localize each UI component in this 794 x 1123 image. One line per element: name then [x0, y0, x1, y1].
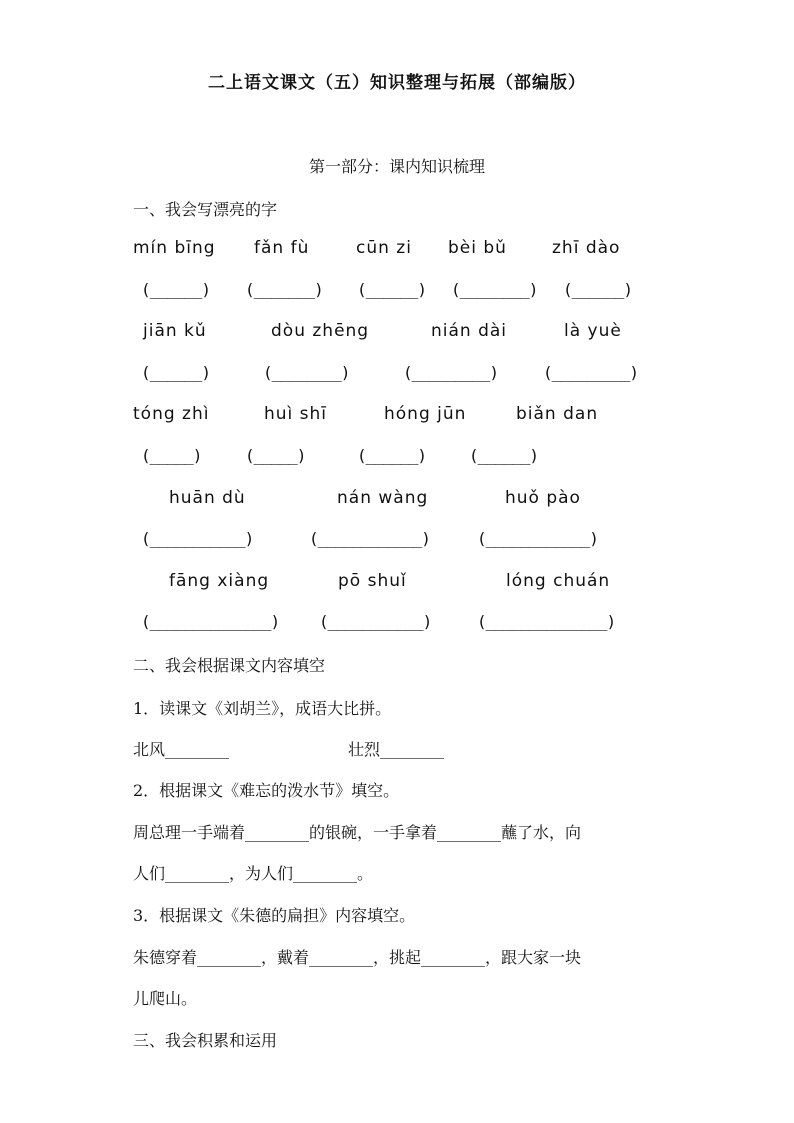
question-1-blank-a[interactable]: 北风________: [133, 740, 230, 759]
pinyin-item: mín bīng: [133, 238, 216, 258]
answer-blank[interactable]: (________): [451, 280, 538, 299]
section-3-heading: 三、我会积累和运用: [133, 1031, 278, 1050]
pinyin-item: cūn zi: [356, 238, 412, 258]
pinyin-item: huǒ pào: [505, 488, 581, 508]
answer-blank[interactable]: (______): [141, 280, 211, 299]
pinyin-item: lóng chuán: [506, 571, 611, 591]
pinyin-item: fǎn fù: [254, 238, 310, 258]
answer-blank[interactable]: (______): [357, 280, 427, 299]
pinyin-item: bèi bǔ: [448, 238, 507, 258]
answer-blank[interactable]: (______): [563, 280, 633, 299]
question-1: 1．读课文《刘胡兰》，成语大比拼。: [133, 699, 392, 718]
question-3: 3．根据课文《朱德的扁担》内容填空。: [133, 906, 416, 925]
answer-blank[interactable]: (______): [141, 363, 211, 382]
page-title: 二上语文课文（五）知识整理与拓展（部编版）: [208, 73, 586, 93]
answer-blank[interactable]: (________): [263, 363, 350, 382]
pinyin-item: dòu zhēng: [271, 321, 370, 341]
pinyin-item: pō shuǐ: [338, 571, 407, 591]
answer-blank[interactable]: (_________): [543, 363, 638, 382]
pinyin-item: fāng xiàng: [169, 571, 270, 591]
question-2-line-2[interactable]: 人们________，为人们________。: [133, 864, 374, 883]
pinyin-item: hóng jūn: [384, 404, 467, 424]
pinyin-item: là yuè: [564, 321, 622, 341]
answer-blank[interactable]: (______________): [477, 612, 616, 631]
pinyin-item: biǎn dan: [516, 404, 599, 424]
answer-blank[interactable]: (______): [469, 446, 539, 465]
pinyin-item: zhī dào: [552, 238, 621, 258]
answer-blank[interactable]: (_____): [245, 446, 306, 465]
answer-blank[interactable]: (_______): [245, 280, 323, 299]
answer-blank[interactable]: (______): [357, 446, 427, 465]
pinyin-item: huì shī: [264, 404, 328, 424]
answer-blank[interactable]: (___________): [319, 612, 432, 631]
answer-blank[interactable]: (_________): [403, 363, 498, 382]
pinyin-item: nián dài: [431, 321, 508, 341]
answer-blank[interactable]: (____________): [477, 529, 598, 548]
part-title: 第一部分：课内知识梳理: [308, 157, 485, 176]
pinyin-item: nán wàng: [337, 488, 429, 508]
answer-blank[interactable]: (___________): [141, 529, 254, 548]
answer-blank[interactable]: (____________): [309, 529, 430, 548]
pinyin-item: jiān kǔ: [143, 321, 207, 341]
pinyin-item: huān dù: [169, 488, 246, 508]
answer-blank[interactable]: (_____): [141, 446, 202, 465]
question-2-line-1[interactable]: 周总理一手端着________的银碗，一手拿着________蘸了水，向: [133, 823, 582, 842]
answer-blank[interactable]: (______________): [141, 612, 280, 631]
question-3-line-2: 儿爬山。: [133, 989, 198, 1008]
question-2: 2．根据课文《难忘的泼水节》填空。: [133, 781, 400, 800]
question-1-blank-b[interactable]: 壮烈________: [348, 740, 445, 759]
question-3-line-1[interactable]: 朱德穿着________，戴着________，挑起________，跟大家一块: [133, 948, 582, 967]
section-1-heading: 一、我会写漂亮的字: [133, 200, 278, 219]
pinyin-item: tóng zhì: [133, 404, 210, 424]
section-2-heading: 二、我会根据课文内容填空: [133, 656, 326, 675]
